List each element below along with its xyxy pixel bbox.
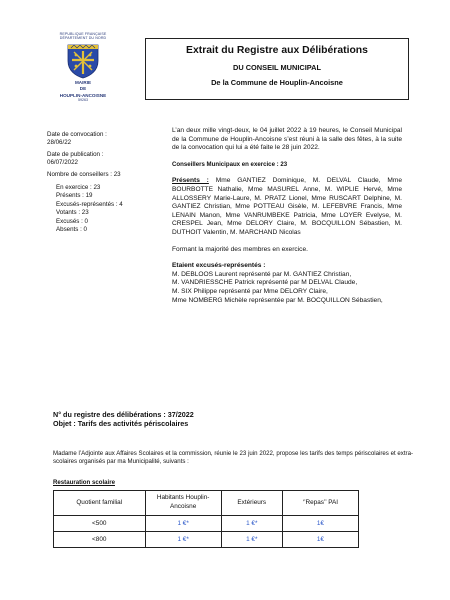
meta-sidebar <box>47 131 165 234</box>
republic-line-1: REPUBLIQUE FRANÇAISE <box>59 32 107 36</box>
tarifs-table <box>53 490 359 548</box>
table-cell: 1€ <box>282 532 358 548</box>
count-item: Présents : 19 <box>56 192 93 200</box>
conseillers-exercice: Conseillers Municipaux en exercice : 23 <box>172 160 288 168</box>
proposal-paragraph: Madame l’Adjointe aux Affaires Scolaires et la commission, réunie le 23 juin 2022, propose les tarifs des temps périscolaires et extra-scolaires organisés par ma Municipalité, suivants : <box>53 450 413 466</box>
document-title: Extrait du Registre aux Délibérations <box>186 45 368 56</box>
publication-label: Date de publication : <box>47 150 104 158</box>
presents-paragraph <box>172 177 402 237</box>
register-object: Objet : Tarifs des activités périscolaires <box>53 419 189 429</box>
presents-list: Mme GANTIEZ Dominique, M. DELVAL Claude, Mme BOURBOTTE Nathalie, Mme MASUREL Anne, M. WIPLIE Hervé, Mme ALLOSSERY Marie-Laure, M. PRATZ Lionel, Mme RUSCART Delphine, M. GANTIEZ Christian, Mme POTTEAU Gisèle, M. LEFEBVRE Francis, Mme LENAIN Manon, Mme VANRUMBEKE Patricia, Mme LOYER Evelyse, M. CRESPEL Jean, Mme DELORY Claire, M. BOCQUILLON Sébastien, M. DUTHOIT Valentin, M. MARCHAND Nicolas <box>172 177 403 236</box>
table-cell: <500 <box>54 516 146 532</box>
convocation-date: 28/06/22 <box>47 139 72 147</box>
register-number: N° du registre des délibérations : 37/2022 <box>53 410 194 419</box>
conseillers-count: Nombre de conseillers : 23 <box>47 170 121 178</box>
count-item: Absents : 0 <box>56 226 87 234</box>
intro-paragraph: L’an deux mille vingt-deux, le 04 juillet 2022 à 19 heures, le Conseil Municipal de la Commune de Houplin-Ancoisne s’est réuni à la salle des fêtes, à la suite de la convocation qui lui a été faite le 28 juin 2022. <box>172 127 402 152</box>
coat-of-arms-icon <box>66 43 100 79</box>
table-cell: 1 €* <box>145 516 221 532</box>
excuses-label: Etaient excusés-représentés : <box>172 262 266 270</box>
count-item: Excusés-représentés : 4 <box>56 200 123 208</box>
publication-date: 06/07/2022 <box>47 159 78 167</box>
table-row <box>54 532 359 548</box>
excuses-line: Mme NOMBERG Michèle représentée par M. BOCQUILLON Sébastien, <box>172 296 383 304</box>
table-cell: 1 €* <box>221 532 282 548</box>
excuses-line: M. SIX Philippe représenté par Mme DELORY Claire, <box>172 287 328 295</box>
table-row <box>54 516 359 532</box>
table-cell: 1 €* <box>221 516 282 532</box>
excuses-line: M. VANDRIESSCHE Patrick représenté par M DELVAL Claude, <box>172 279 358 287</box>
convocation-label: Date de convocation : <box>47 131 107 138</box>
table-cell: 1€ <box>282 516 358 532</box>
commune-name: De la Commune de Houplin-Ancoisne <box>211 78 343 87</box>
table-cell: <800 <box>54 532 146 548</box>
col-exterieurs: Extérieurs <box>221 491 282 516</box>
republic-line-2: DÉPARTEMENT DU NORD <box>59 36 107 41</box>
majorite-text: Formant la majorité des membres en exercice. <box>172 245 308 253</box>
main-text <box>172 127 402 305</box>
count-item: Excusés : 0 <box>56 217 88 225</box>
register-block <box>53 410 413 429</box>
mairie-line-3: HOUPLIN-ANCOISNE <box>59 92 107 98</box>
restauration-title: Restauration scolaire <box>53 479 115 486</box>
postal-code: 59263 <box>78 98 88 103</box>
mairie-line-2: DE <box>79 86 87 92</box>
document-subtitle: DU CONSEIL MUNICIPAL <box>232 63 321 72</box>
commune-logo <box>50 32 116 102</box>
excuses-line: M. DEBLOOS Laurent représenté par M. GANTIEZ Christian, <box>172 270 352 278</box>
table-cell: 1 €* <box>145 532 221 548</box>
count-item: En exercice : 23 <box>56 184 101 192</box>
col-habitants: Habitants Houplin-Ancoisne <box>145 491 221 516</box>
mairie-line-1: MAIRIE <box>74 79 92 85</box>
count-item: Votants : 23 <box>56 209 89 217</box>
presents-label: Présents : <box>172 177 209 185</box>
col-repas-pai: ‘’Repas’’ PAI <box>282 491 358 516</box>
table-header-row <box>54 491 359 516</box>
attendance-counts <box>47 184 165 234</box>
header-box <box>145 38 409 100</box>
col-quotient: Quotient familial <box>54 491 146 516</box>
